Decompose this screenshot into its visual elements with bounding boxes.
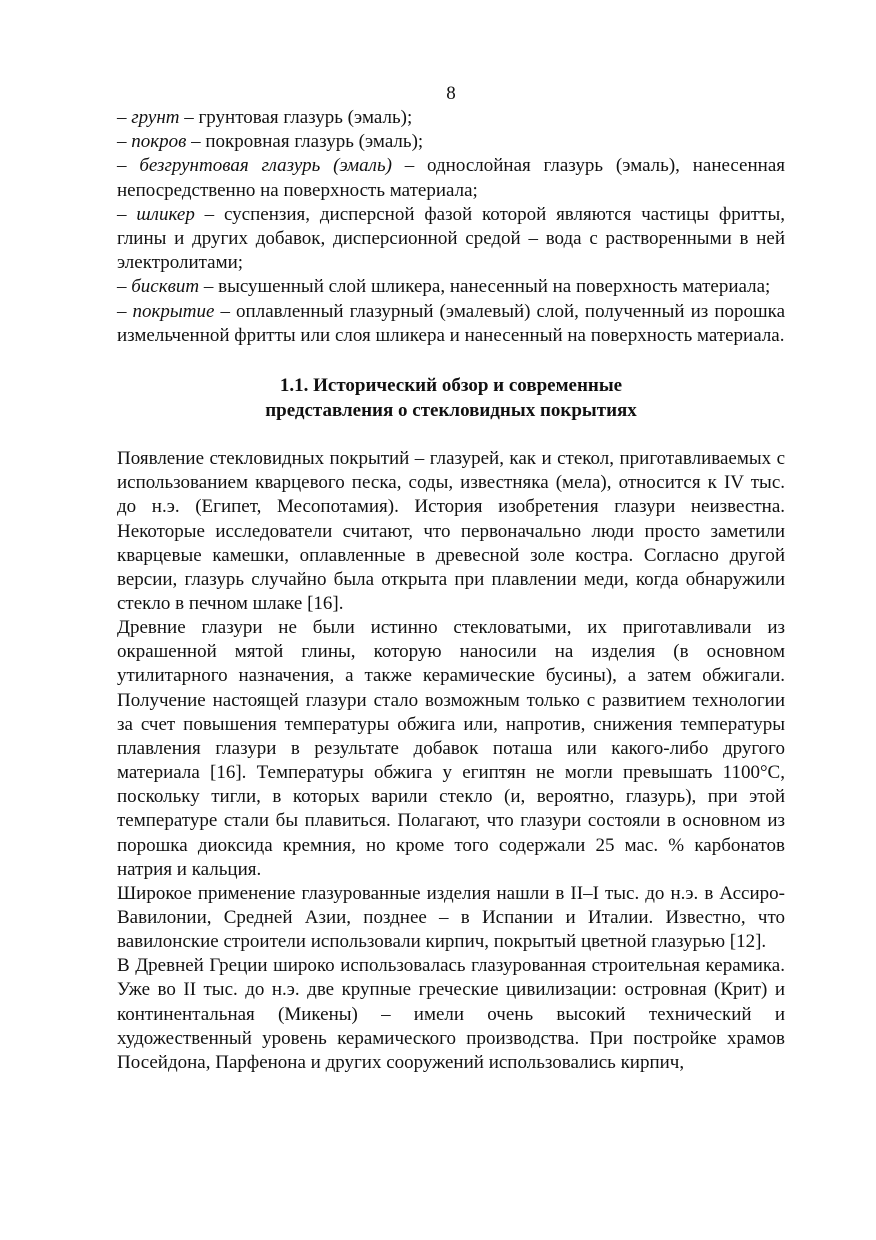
body-paragraph: Появление стекловидных покрытий – глазурей, как и стекол, приготавливаемых с использованием кварцевого песка, соды, известняка (мела), относится к IV тыс. до н.э. (Египет, Месопотамия). История изобретения глазури неизвестна. Некоторые исследователи считают, что первоначально люди просто заметили кварцевые камешки, оплавленные в древесной золе костра. Согласно другой версии, глазурь случайно была открыта при плавлении меди, когда обнаружили стекло в печном шлаке [16]. [117, 448, 785, 614]
definition-term: грунт [131, 107, 180, 128]
definition-dash: – [117, 276, 132, 298]
definition-term: бисквит [131, 276, 200, 298]
document-page [117, 82, 785, 1075]
definition-item [117, 154, 785, 202]
body-paragraph: Древние глазури не были истинно стекловатыми, их приготавливали из окрашенной мятой глины, которую наносили на изделия (в основном утилитарного назначения, а также керамические бусины), а затем обжигали. Получение настоящей глазури стало возможным только с развитием технологии за счет повышения температуры обжига или, напротив, снижения температуры плавления глазури в результате добавок поташа или какого-либо другого материала [16]. Температуры обжига у египтян не могли превышать 1100°С, поскольку тигли, в которых варили стекло (и, вероятно, глазурь), при этой температуре стали бы плавиться. Полагают, что глазури состояли в основном из порошка диоксида кремния, но кроме того содержали 25 мас. % карбонатов натрия и кальция. [117, 617, 785, 880]
definition-text: – суспензия, дисперсной фазой которой являются частицы фритты, глины и других добавок, дисперсионной средой – вода с растворенными в ней электролитами; [117, 203, 785, 274]
definition-item [117, 106, 785, 130]
definition-dash: – [117, 203, 137, 225]
definition-term: покров [131, 131, 187, 153]
definition-dash: – [117, 107, 132, 128]
section-title-line-1: 1.1. Исторический обзор и современные [279, 375, 623, 397]
section-title-line-2: представления о стекловидных покрытиях [265, 399, 637, 421]
definition-text: – однослойная глазурь (эмаль), нанесенная непосредственно на поверхность материала; [117, 155, 786, 201]
definition-text: – высушенный слой шликера, нанесенный на поверхность материала; [199, 276, 771, 298]
page-number: 8 [446, 83, 456, 104]
body-paragraph: В Древней Греции широко использовалась глазурованная строительная керамика. Уже во II тыс. до н.э. две крупные греческие цивилизации: островная (Крит) и континентальная (Микены) – имели очень высокий технический и художественный уровень керамического производства. При постройке храмов Посейдона, Парфенона и других сооружений использовались кирпич, [117, 955, 785, 1073]
definition-text: – грунтовая глазурь (эмаль); [179, 107, 413, 128]
definition-item [117, 275, 785, 299]
definition-text: – оплавленный глазурный (эмалевый) слой, полученный из порошка измельченной фритты или слоя шликера и нанесенный на поверхность материала. [117, 300, 786, 346]
definition-text: – покровная глазурь (эмаль); [186, 131, 424, 153]
definition-item [117, 203, 785, 276]
definition-dash: – [117, 155, 140, 177]
definition-item [117, 300, 785, 348]
definition-dash: – [117, 131, 132, 153]
definition-term: безгрунтовая глазурь (эмаль) [139, 155, 392, 177]
definition-term: покрытие [132, 300, 215, 322]
definition-term: шликер [136, 203, 195, 225]
body-paragraph: Широкое применение глазурованные изделия нашли в II–I тыс. до н.э. в Ассиро-Вавилонии, Средней Азии, позднее – в Испании и Италии. Известно, что вавилонские строители использовали кирпич, покрытый цветной глазурью [12]. [117, 882, 785, 953]
section-heading [117, 374, 785, 423]
definition-item [117, 130, 785, 154]
definition-dash: – [117, 300, 133, 322]
